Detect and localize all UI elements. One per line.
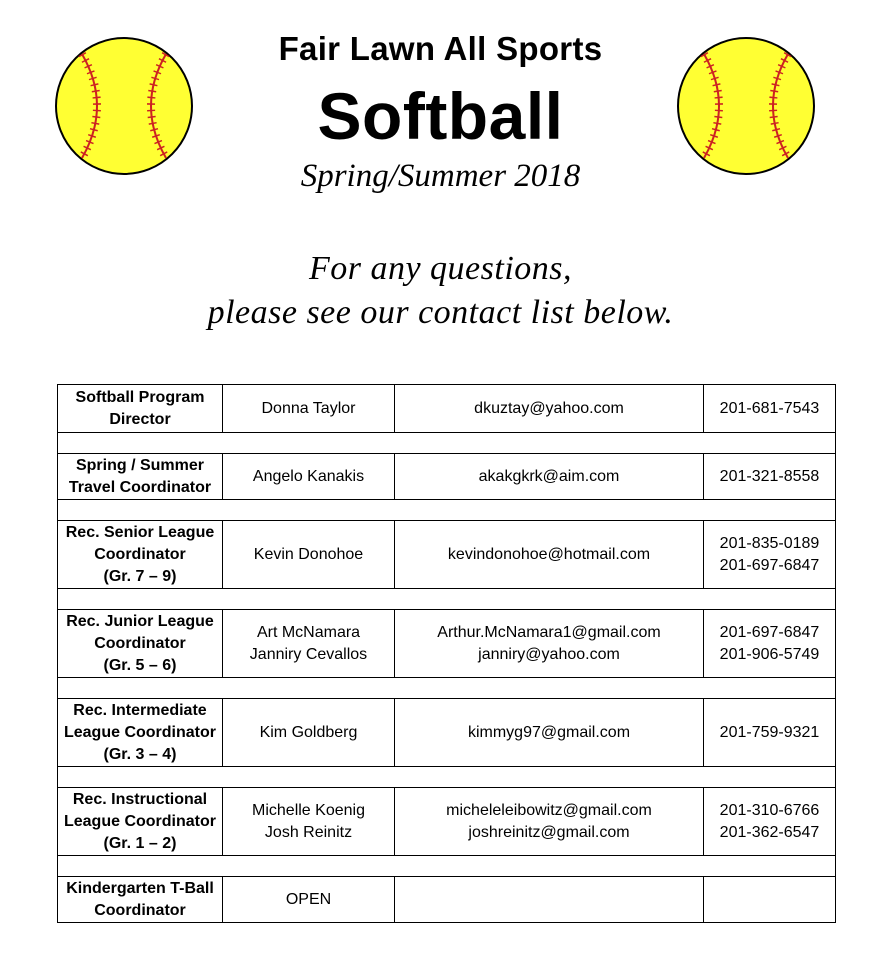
questions-line-1: For any questions,: [308, 250, 573, 287]
role-cell: [58, 699, 223, 767]
email-cell-line: kevindonohoe@hotmail.com: [447, 545, 651, 563]
role-cell: [58, 454, 223, 500]
role-cell-line: League Coordinator: [63, 812, 216, 830]
phone-cell-line: 201-362-6547: [719, 823, 820, 841]
phone-cell: [704, 454, 836, 500]
contact-row: [58, 877, 836, 923]
role-cell: [58, 521, 223, 589]
name-cell-line: Janniry Cevallos: [249, 645, 368, 663]
role-cell-line: League Coordinator: [63, 723, 216, 741]
page-title: Softball: [317, 79, 564, 153]
role-cell-line: Rec. Instructional: [72, 790, 208, 808]
role-cell-line: Rec. Junior League: [66, 612, 214, 630]
role-cell-line: (Gr. 5 – 6): [103, 656, 177, 674]
spacer-cell: [58, 856, 836, 877]
phone-cell-line: 201-759-9321: [719, 723, 820, 741]
email-cell: [395, 521, 704, 589]
phone-cell: [704, 385, 836, 433]
contact-row: [58, 610, 836, 678]
spacer-cell: [58, 767, 836, 788]
email-cell-line: Arthur.McNamara1@gmail.com: [437, 623, 661, 641]
spacer-row: [58, 433, 836, 454]
contact-row: [58, 521, 836, 589]
role-cell: [58, 385, 223, 433]
phone-cell: [704, 788, 836, 856]
phone-cell-line: 201-681-7543: [719, 399, 820, 417]
name-cell: [223, 610, 395, 678]
role-cell-line: Softball Program: [75, 388, 205, 406]
name-cell-line: Michelle Koenig: [252, 801, 365, 819]
phone-cell-line: 201-321-8558: [719, 467, 820, 485]
name-cell-line: Kevin Donohoe: [253, 545, 364, 563]
role-cell-line: (Gr. 3 – 4): [103, 745, 177, 763]
role-cell-line: Coordinator: [94, 634, 186, 652]
role-cell-line: Rec. Senior League: [65, 523, 215, 541]
spacer-cell: [58, 589, 836, 610]
questions-line-2: please see our contact list below.: [207, 294, 674, 331]
email-cell: [395, 699, 704, 767]
spacer-cell: [58, 678, 836, 699]
name-cell-line: Kim Goldberg: [259, 723, 358, 741]
name-cell-line: Josh Reinitz: [264, 823, 353, 841]
role-cell-line: Spring / Summer: [75, 456, 205, 474]
email-cell-line: joshreinitz@gmail.com: [468, 823, 630, 841]
spacer-row: [58, 500, 836, 521]
role-cell-line: Coordinator: [94, 545, 186, 563]
phone-cell: [704, 699, 836, 767]
role-cell-line: (Gr. 1 – 2): [103, 834, 177, 852]
spacer-cell: [58, 433, 836, 454]
phone-cell: [704, 877, 836, 923]
name-cell-line: Art McNamara: [256, 623, 361, 641]
email-cell-line: janniry@yahoo.com: [478, 645, 620, 663]
role-cell-line: Rec. Intermediate: [73, 701, 207, 719]
phone-cell-line: 201-697-6847: [719, 556, 820, 574]
contact-row: [58, 699, 836, 767]
name-cell: [223, 521, 395, 589]
phone-cell-line: 201-310-6766: [719, 801, 820, 819]
name-cell: [223, 385, 395, 433]
role-cell: [58, 610, 223, 678]
spacer-row: [58, 767, 836, 788]
phone-cell-line: 201-906-5749: [719, 645, 820, 663]
role-cell: [58, 877, 223, 923]
spacer-cell: [58, 500, 836, 521]
email-cell-line: dkuztay@yahoo.com: [474, 399, 624, 417]
name-cell: [223, 454, 395, 500]
contact-table: [57, 384, 836, 923]
email-cell-line: akakgkrk@aim.com: [478, 467, 620, 485]
spacer-row: [58, 589, 836, 610]
name-cell-line: Donna Taylor: [261, 399, 356, 417]
name-cell: [223, 699, 395, 767]
email-cell: [395, 788, 704, 856]
spacer-row: [58, 856, 836, 877]
spacer-row: [58, 678, 836, 699]
contact-row: [58, 454, 836, 500]
email-cell: [395, 454, 704, 500]
email-cell-line: kimmyg97@gmail.com: [467, 723, 631, 741]
season-label: Spring/Summer 2018: [300, 158, 581, 194]
role-cell: [58, 788, 223, 856]
phone-cell: [704, 610, 836, 678]
organization-name: Fair Lawn All Sports: [278, 30, 603, 67]
email-cell-line: micheleleibowitz@gmail.com: [446, 801, 652, 819]
role-cell-line: Director: [109, 410, 171, 428]
role-cell-line: (Gr. 7 – 9): [103, 567, 177, 585]
role-cell-line: Travel Coordinator: [68, 478, 212, 496]
role-cell-line: Coordinator: [94, 901, 186, 919]
email-cell: [395, 385, 704, 433]
contact-row: [58, 788, 836, 856]
email-cell: [395, 610, 704, 678]
contact-row: [58, 385, 836, 433]
phone-cell-line: 201-697-6847: [719, 623, 820, 641]
name-cell-line: OPEN: [285, 890, 332, 908]
email-cell: [395, 877, 704, 923]
name-cell: [223, 877, 395, 923]
phone-cell-line: 201-835-0189: [719, 534, 820, 552]
phone-cell: [704, 521, 836, 589]
name-cell-line: Angelo Kanakis: [252, 467, 365, 485]
name-cell: [223, 788, 395, 856]
role-cell-line: Kindergarten T-Ball: [66, 879, 214, 897]
